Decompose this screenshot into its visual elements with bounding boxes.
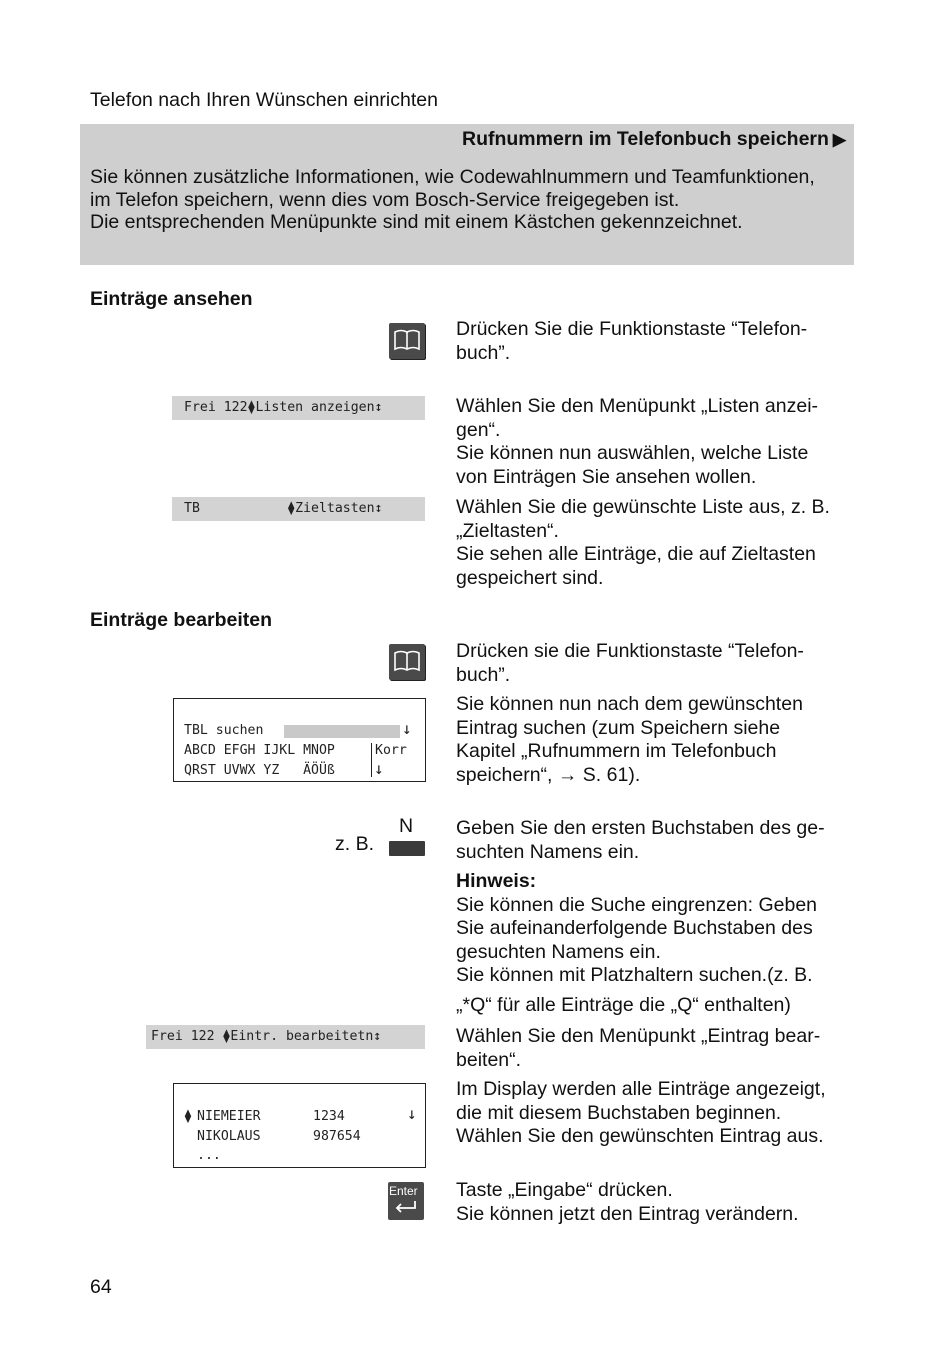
desc-line: die mit diesem Buchstaben beginnen. <box>456 1101 782 1124</box>
desc-line: beiten“. <box>456 1048 522 1071</box>
desc-line: Wählen Sie die gewünschte Liste aus, z. B. <box>456 496 830 518</box>
lcd-display-list-menu: Frei 122⧫Listen anzeigen↕ <box>172 396 425 420</box>
desc-line: Drücken Sie die Funktionstaste “Telefon- <box>456 318 808 340</box>
lcd-search-label: TBL suchen <box>184 723 264 738</box>
hint-label: Hinweis: <box>456 870 537 892</box>
running-header: Telefon nach Ihren Wünschen einrichten <box>90 89 438 111</box>
info-box-line: im Telefon speichern, wenn dies vom Bosch-Service freigegeben ist. <box>90 188 680 211</box>
lcd-display-list-select: TB ⧫Zieltasten↕ <box>172 497 425 521</box>
info-box-line: Sie können zusätzliche Informationen, wie Codewahlnummern und Teamfunktionen, <box>90 166 815 188</box>
page-number: 64 <box>90 1276 112 1298</box>
desc-line: von Einträgen Sie ansehen wollen. <box>456 465 757 488</box>
hint-line: Sie können die Suche eingrenzen: Geben <box>456 893 818 916</box>
step-description <box>456 395 851 489</box>
phonebook-key <box>389 644 425 680</box>
down-arrow-icon: ↓ <box>407 1104 417 1123</box>
desc-line: Im Display werden alle Einträge angezeigt, <box>456 1078 826 1100</box>
desc-line: Sie können nun auswählen, welche Liste <box>456 442 809 464</box>
step-description <box>456 817 851 1017</box>
entry-name: NIKOLAUS <box>197 1129 261 1144</box>
step-description <box>456 318 851 365</box>
down-arrow-icon: ↓ <box>374 759 384 778</box>
info-box-line: Die entsprechenden Menüpunkte sind mit einem Kästchen gekennzeichnet. <box>90 211 743 233</box>
desc-line: Eintrag suchen (zum Speichern siehe <box>456 716 781 739</box>
step-description <box>456 1179 851 1226</box>
step-description <box>456 1025 851 1072</box>
hint-line: „*Q“ für alle Einträge die „Q“ enthalten) <box>456 993 791 1016</box>
letter-key <box>389 841 425 856</box>
step-description <box>456 496 851 590</box>
phonebook-key <box>389 323 425 359</box>
key-letter-label: N <box>399 815 414 837</box>
return-arrow-icon <box>394 1200 418 1214</box>
hint-line: Sie können mit Platzhaltern suchen.(z. B. <box>456 964 813 986</box>
hint-line: gesuchten Namens ein. <box>456 940 661 963</box>
down-arrow-icon: ↓ <box>402 719 412 738</box>
step-description <box>456 640 851 687</box>
desc-line: Geben Sie den ersten Buchstaben des ge- <box>456 817 825 839</box>
desc-line: buch”. <box>456 663 511 686</box>
hint-line: Sie aufeinanderfolgende Buchstaben des <box>456 917 813 939</box>
desc-line: Taste „Eingabe“ drücken. <box>456 1179 673 1201</box>
desc-line: Drücken sie die Funktionstaste “Telefon- <box>456 640 804 662</box>
desc-line: suchten Namens ein. <box>456 840 640 863</box>
example-label: z. B. <box>335 833 375 855</box>
lcd-letters-row: QRST UVWX YZ ÄÖÜß <box>184 763 335 778</box>
book-icon <box>393 329 421 353</box>
play-triangle-icon: ▶ <box>832 130 846 149</box>
enter-key <box>388 1182 424 1220</box>
entry-number: 1234 <box>313 1109 345 1124</box>
desc-line: Wählen Sie den gewünschten Eintrag aus. <box>456 1125 824 1147</box>
desc-line: speichern“, → S. 61). <box>456 763 641 786</box>
desc-line: Sie können jetzt den Eintrag verändern. <box>456 1202 799 1225</box>
lcd-display-edit-menu: Frei 122 ⧫Eintr. bearbeitetn↕ <box>146 1025 425 1049</box>
desc-line: Wählen Sie den Menüpunkt „Listen anzei- <box>456 395 819 417</box>
lcd-display-search <box>173 698 426 782</box>
desc-line: gen“. <box>456 418 501 441</box>
selection-marker-icon: ⧫ <box>184 1109 192 1124</box>
lcd-divider <box>371 743 372 777</box>
desc-line: Sie sehen alle Einträge, die auf Zieltasten <box>456 543 816 565</box>
desc-line: buch”. <box>456 341 511 364</box>
step-description <box>456 1078 851 1149</box>
search-input-field <box>284 725 400 738</box>
section-heading-edit: Einträge bearbeiten <box>90 609 273 631</box>
section-heading-view: Einträge ansehen <box>90 288 253 310</box>
book-icon <box>393 650 421 674</box>
step-description <box>456 693 851 787</box>
desc-line: „Zieltasten“. <box>456 519 559 542</box>
enter-key-label: Enter <box>389 1184 418 1198</box>
more-entries-indicator: ... <box>197 1148 221 1163</box>
info-box <box>80 124 854 265</box>
desc-line: Kapitel „Rufnummern im Telefonbuch <box>456 740 777 762</box>
desc-line: Wählen Sie den Menüpunkt „Eintrag bear- <box>456 1025 821 1047</box>
lcd-display-entry-list <box>173 1083 426 1168</box>
entry-name: NIEMEIER <box>197 1109 261 1124</box>
info-box-body <box>90 166 850 234</box>
desc-line: gespeichert sind. <box>456 566 604 589</box>
lcd-korr-label: Korr <box>375 743 407 758</box>
info-box-title-text: Rufnummern im Telefonbuch speichern <box>461 128 829 150</box>
entry-number: 987654 <box>313 1129 361 1144</box>
desc-line: Sie können nun nach dem gewünschten <box>456 693 803 715</box>
lcd-letters-row: ABCD EFGH IJKL MNOP <box>184 743 335 758</box>
info-box-title <box>462 128 846 151</box>
